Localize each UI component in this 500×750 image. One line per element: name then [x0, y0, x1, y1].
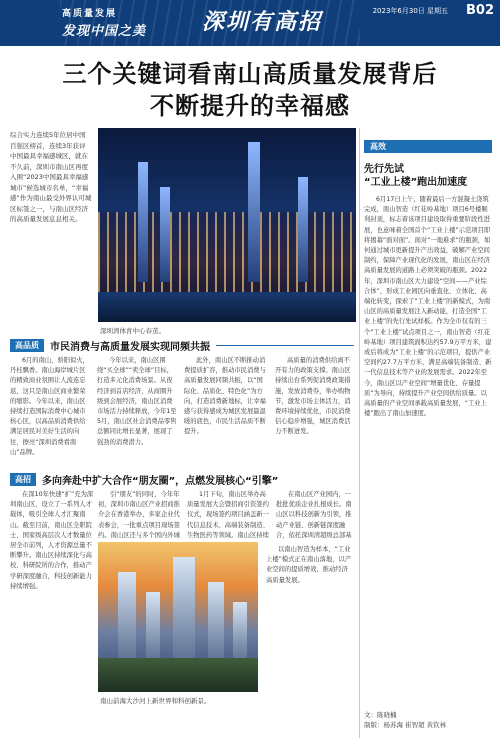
section2-tag: 高招 — [10, 473, 36, 486]
photo2-building — [233, 602, 247, 662]
author-credit: 文：陈晓楠 — [364, 711, 397, 719]
photo-skyline — [98, 212, 356, 302]
section1-column: 此外，南山区不断推动消费提质扩容，推动市民消费与高质量发展同频共振，以“国际化、品质化、特色化”为方向，打造消费新地标，让幸福感与获得感成为城区发展最温暖的底色，市民生活品质不断提升。 — [184, 357, 266, 436]
editor-credit: 制版：杨苏海 崔智超 黄钦林 — [364, 721, 447, 729]
photo-tower — [160, 187, 170, 282]
section2-heading — [10, 472, 354, 487]
section2-top-columns — [98, 490, 354, 540]
intro-paragraph: 综合实力连续5年位居中国百强区榜首，连续3年获评中国最具幸福感城区，就在不久前，深圳市南山区再度入围“2023中国最具幸福感城市”候选城市名单，“幸福感”作为南山最受外界认可城区标签之一，与南山区经济的高质量发展息息相关。 — [10, 131, 92, 223]
header-banner-title: 深圳有高招 — [202, 9, 323, 35]
photo-tower — [138, 162, 148, 282]
shenzhen-bay-photo — [98, 128, 356, 322]
header-banner-subtitle: 发现中国之美 — [62, 24, 147, 39]
section2-left-column — [10, 490, 94, 740]
photo2-building — [146, 592, 160, 662]
section1-column: 高质量的消费供给离不开有力的政策支撑。南山区持续出台系列促消费政策措施，发放消费券，举办购物节，激发市场主体活力，消费环境持续优化，市民消费信心稳步增强，城区消费活力不断迸发。 — [275, 357, 351, 436]
section1-column: 今年以来，南山区围绕“买全球”“卖全球”目标，打造多元化消费场景。从夜经济到首店经济，从商圈升级到会展经济，南山区消费市场活力持续释放，今年1至5月，南山区社会消费品零售总额同比增长显著，展现了强劲的消费潜力。 — [97, 357, 177, 446]
section2-right-column — [266, 545, 354, 740]
section2-column: 引“朋友”的同时，今年年初，深圳市南山区产业招商推介会在香港举办，多家企业代表参会，一批重点项目现场签约。南山区还与多个国内外城 — [98, 491, 180, 539]
photo-caption: 深圳湾体育中心春茧。 — [100, 327, 165, 335]
right-column-article — [364, 140, 492, 715]
section1-title: 市民消费与高质量发展实现同频共振 — [50, 342, 210, 353]
right-article-body: 6月17日上午，随着最后一方混凝土浇筑完成，南山智造（红花岭基地）项目6号楼顺利封顶，标志着该项目建设取得重要阶段性进展，也意味着全国首个“工业上楼”示范项目即将揭幕“面对面”。面对“一地难求”的瓶颈，如何通过城市更新提升产出效益，破解产业空间制约，保障产业现代化的发展，南山区在经济高质量发展的道路上必须突破的瓶颈。2022年，深圳市南山区大力建设“空间——产业综合体”，形成工业园区向垂直化、立体化、高端化转变，探索了“工业上楼”的新模式，为南山区的高质量发展注入新动能，打造全国“工业上楼”的先行先试样板。作为全市仅有的三个“工业上楼”试点项目之一，南山智造（红花岭基地）项目建筑面积达约57.9万平方米，建成后将成为“工业上楼”的示范项目，提供产业空间约27.7万平方米，满足高端装备制造、新一代信息技术等产业的发展需求。2022年至今，南山区以产业空间“增量优化、存量提质”为导向，持续提升产业空间供给质量。以高质量的产业空间承载高质量发展，“工业上楼”跑出了南山加速度。 — [364, 196, 492, 418]
section1-rule — [216, 345, 354, 346]
section2-column: 在深10年快速“扩”充为深圳南山区，设立了一系列人才载体，吸引全球人才汇聚南山。截至目前，南山区全职院士、国家级高层次人才数量位居全市前列，人才资源总量不断攀升。南山区持续深化与高校、科研院所的合作，推动产学研深度融合，科技创新能力持续增强。 — [10, 491, 94, 590]
headline-line-2: 不断提升的幸福感 — [150, 91, 350, 120]
section2-column: 以南山智造为样本，“工业上楼”模式正在南山落地，以产业空间的提质增效，推动经济高质量发展。 — [266, 546, 352, 584]
column-divider — [359, 128, 360, 738]
photo2-building — [118, 572, 136, 662]
right-article-footer — [364, 710, 492, 730]
photo2-caption: 南山前海大沙河上新世界和科创新景。 — [100, 697, 211, 705]
main-headline — [0, 58, 500, 122]
section2-column: 1月下旬，南山区举办高质量发展大会暨招商引资签约仪式，现场签约项目涵盖新一代信息技术、高端装备制造、生物医药等领域。南山区持续 — [187, 491, 269, 539]
photo-water — [98, 292, 356, 322]
section1-heading — [10, 338, 354, 353]
photo-tower — [298, 177, 308, 282]
headline-line-1: 三个关键词看南山高质量发展背后 — [62, 59, 438, 88]
photo2-ground — [98, 658, 258, 692]
section-tag-gaoxiao: 高效 — [364, 140, 492, 153]
right-article-headline — [364, 163, 492, 189]
section1-tag: 高品质 — [10, 339, 44, 352]
page-header — [0, 0, 500, 46]
section1-column: 6月的南山，骄阳似火，丹桂飘香。南山海岸城片区的精致商业氛围让人流连忘返，这只是南山区商业繁荣的缩影。今年以来，南山区持续打造国际消费中心城市核心区，以高品质消费供给满足居民对美好生活的向往，擦亮“深圳消费看南山”品牌。 — [10, 357, 89, 456]
header-dateline: 2023年6月30日 星期五 — [372, 7, 448, 15]
photo2-building — [173, 557, 195, 662]
right-headline-line-1: 先行先试 — [364, 164, 404, 175]
header-banner-kicker: 高质量发展 — [62, 9, 118, 19]
photo-tower — [248, 142, 260, 282]
section1-columns — [10, 356, 354, 468]
right-headline-line-2: “工业上楼”跑出加速度 — [364, 177, 468, 188]
section2-column: 在南山区产业园内，一批批优质企业扎根成长。南山区以科技创新为引领，推动产业链、创新链深度融合，依托深圳湾超级总部基 — [276, 491, 352, 539]
page-number: B02 — [466, 3, 494, 18]
photo2-building — [208, 582, 224, 662]
dasha-river-photo — [98, 542, 258, 692]
section2-title: 多向奔赴中扩大合作“朋友圈”，点燃发展核心“引擎” — [42, 476, 279, 487]
